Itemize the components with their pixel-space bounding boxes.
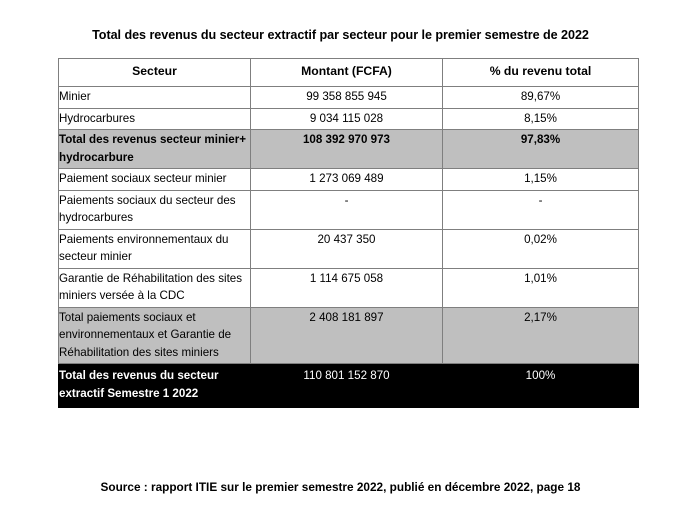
cell-amount: 99 358 855 945: [251, 87, 443, 109]
table-row-subtotal-mining-hydrocarbons: [59, 130, 639, 169]
cell-amount: 2 408 181 897: [251, 307, 443, 364]
cell-percent: 2,17%: [443, 307, 639, 364]
column-header-sector: Secteur: [59, 59, 251, 87]
page-title: Total des revenus du secteur extractif par secteur pour le premier semestre de 2022: [92, 28, 589, 42]
revenue-table-container: [58, 58, 638, 408]
cell-percent: 8,15%: [443, 108, 639, 130]
table-body: [59, 87, 639, 408]
cell-sector: Minier: [59, 87, 251, 109]
cell-amount: 108 392 970 973: [251, 130, 443, 169]
cell-amount: -: [251, 190, 443, 229]
cell-percent: 1,01%: [443, 268, 639, 307]
cell-percent: 1,15%: [443, 169, 639, 191]
cell-amount: 20 437 350: [251, 229, 443, 268]
table-row-grand-total: [59, 364, 639, 408]
cell-sector: Total des revenus secteur minier+ hydrocarbure: [59, 130, 251, 169]
table-row-subtotal-social-environmental: [59, 307, 639, 364]
cell-sector: Total paiements sociaux et environnementaux et Garantie de Réhabilitation des sites miniers: [59, 307, 251, 364]
column-header-percent: % du revenu total: [443, 59, 639, 87]
cell-sector: Total des revenus du secteur extractif Semestre 1 2022: [59, 364, 251, 408]
cell-sector: Paiement sociaux secteur minier: [59, 169, 251, 191]
extractive-revenue-table: [58, 58, 639, 408]
table-row: [59, 87, 639, 109]
table-row: [59, 229, 639, 268]
table-row: [59, 268, 639, 307]
cell-amount: 1 114 675 058: [251, 268, 443, 307]
column-header-amount: Montant (FCFA): [251, 59, 443, 87]
cell-amount: 110 801 152 870: [251, 364, 443, 408]
cell-percent: 100%: [443, 364, 639, 408]
cell-sector: Garantie de Réhabilitation des sites miniers versée à la CDC: [59, 268, 251, 307]
table-row: [59, 190, 639, 229]
table-header-row: [59, 59, 639, 87]
cell-sector: Hydrocarbures: [59, 108, 251, 130]
cell-amount: 1 273 069 489: [251, 169, 443, 191]
table-row: [59, 108, 639, 130]
cell-sector: Paiements sociaux du secteur des hydrocarbures: [59, 190, 251, 229]
cell-percent: 0,02%: [443, 229, 639, 268]
cell-percent: 89,67%: [443, 87, 639, 109]
cell-percent: -: [443, 190, 639, 229]
cell-percent: 97,83%: [443, 130, 639, 169]
source-caption: Source : rapport ITIE sur le premier semestre 2022, publié en décembre 2022, page 18: [100, 480, 581, 494]
table-row: [59, 169, 639, 191]
cell-sector: Paiements environnementaux du secteur minier: [59, 229, 251, 268]
cell-amount: 9 034 115 028: [251, 108, 443, 130]
